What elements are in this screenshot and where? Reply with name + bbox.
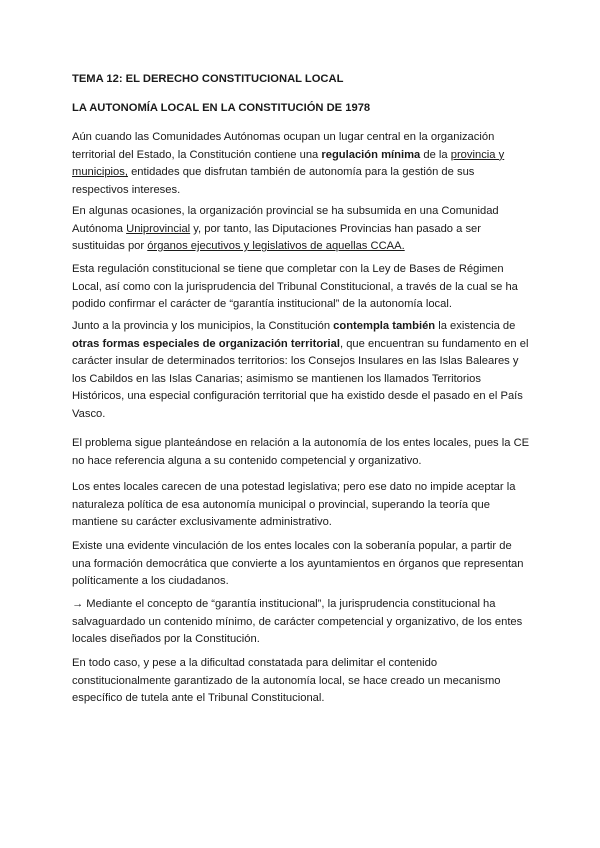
p1-text-c: de la: [420, 148, 451, 161]
p4-bold-otras-formas: otras formas especiales de organización territorial: [72, 337, 340, 350]
section-heading: LA AUTONOMÍA LOCAL EN LA CONSTITUCIÓN DE 1978: [72, 102, 371, 114]
p1-bold-regulacion: regulación mínima: [321, 148, 421, 161]
p4-text-c: la existencia de: [435, 320, 516, 332]
p2-underline-uniprovincial: Uniprovincial: [126, 222, 191, 235]
p1-text-e: entidades que disfrutan también de autonomía para la gestión de sus respectivos intereses.: [72, 166, 475, 196]
document-title: TEMA 12: EL DERECHO CONSTITUCIONAL LOCAL: [72, 73, 344, 85]
paragraph-7: Existe una evidente vinculación de los entes locales con la soberanía popular, a partir de una formación democrática que convierte a los ayuntamientos en órganos que representan políticamente a los ciudadanos.: [72, 540, 524, 587]
p4-text-a: Junto a la provincia y los municipios, la Constitución: [72, 320, 334, 332]
p2-text-a: En algunas ocasiones, la organización provincial se ha subsumida en una Comunidad Autónoma: [72, 205, 499, 235]
paragraph-8: → Mediante el concepto de “garantía institucional”, la jurisprudencia constitucional ha salvaguardado un contenido mínimo, de carácter competencial y organizativo, de los entes locales diseñados por la Constitución.: [72, 598, 523, 645]
paragraph-1: [72, 129, 532, 199]
paragraph-6: Los entes locales carecen de una potestad legislativa; pero ese dato no impide aceptar la naturaleza política de esa autonomía municipal o provincial, superando la teoría que mantiene su carácter exclusivamente administrativo.: [72, 481, 516, 528]
p1-underline-provincia: provincia y municipios,: [72, 148, 505, 178]
p4-bold-contempla: contempla también: [333, 320, 436, 332]
paragraph-4: [72, 318, 532, 423]
paragraph-5: El problema sigue planteándose en relación a la autonomía de los entes locales, pues la CE no hace referencia alguna a su contenido competencial y organizativo.: [72, 437, 530, 467]
paragraph-3: Esta regulación constitucional se tiene que completar con la Ley de Bases de Régimen Local, así como con la jurisprudencia del Tribunal Constitucional, a través de la cual se ha podido confirmar el carácter de “garantía institucional” de la autonomía local.: [72, 263, 518, 310]
p4-text-e: , que encuentran su fundamento en el carácter insular de determinados territorios: los Consejos Insulares en las Islas Baleares y los Cabildos en las Islas Canarias; asimismo se mantienen los llamados Territorios Históricos, una especial configuración territorial que ha existido desde el pasado en el País Vasco.: [72, 337, 529, 420]
p1-text-a: Aún cuando las Comunidades Autónomas ocupan un lugar central en la organización territorial del Estado, la Constitución contiene una: [72, 131, 495, 161]
p2-text-c: y, por tanto, las Diputaciones Provincias han pasado a ser sustituidas por: [72, 222, 481, 252]
p2-underline-organos: órganos ejecutivos y legislativos de aquellas CCAA.: [147, 240, 405, 252]
paragraph-9: En todo caso, y pese a la dificultad constatada para delimitar el contenido constitucionalmente garantizado de la autonomía local, se hace creado un mecanismo específico de tutela ante el Tribunal Constitucional.: [72, 657, 501, 704]
paragraph-2: [72, 203, 532, 256]
